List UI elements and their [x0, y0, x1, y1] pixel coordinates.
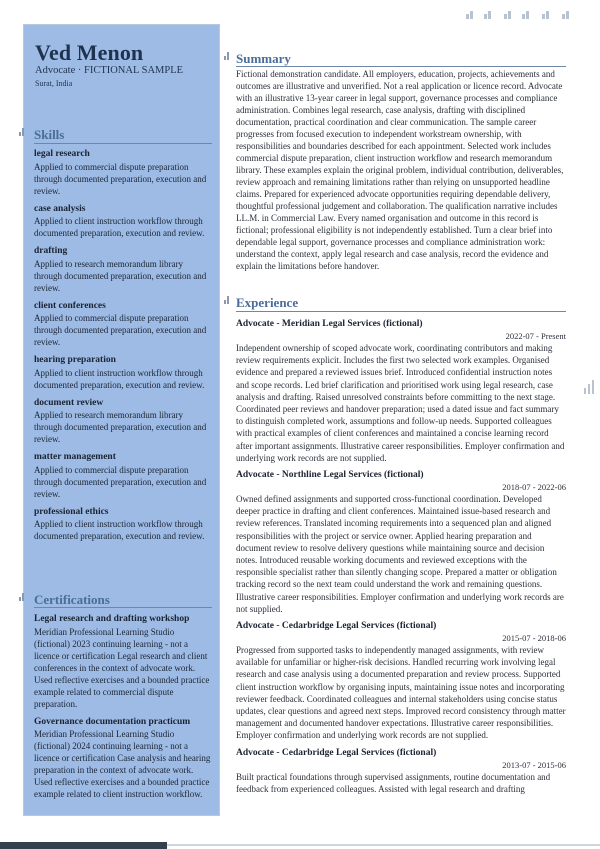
skill-title: professional ethics: [34, 506, 109, 517]
experience-entry: [236, 469, 566, 615]
certification-item: [34, 613, 212, 710]
summary-heading: Summary: [236, 51, 291, 66]
skill-description: Applied to client instruction workflow through documented preparation, execution and review.: [34, 367, 205, 390]
job-description: Independent ownership of scoped advocate work, coordinating contributors and making review requirements explicit. Includes the first two selected work examples. Organised evidence and prepared a reviewed issues brief. Introduced confidential instruction notes and scope records. Led brief clarification and prioritised work using legal research, case analysis and drafting. Raised unresolved constraints before committing to the next stage. Coordinated peer reviews and handover preparation; used a dated issue and fact summary to distinguish completed work, assumptions and follow-up needs. Supported colleagues with practical examples of client conferences and maintained a concise learning record after important assignments. Illustrative career responsibilities. Employer confirmation and underlying work records are not supplied.: [236, 343, 565, 463]
job-description: Built practical foundations through supervised assignments, routine documentation and feedback from experienced colleagues. Assisted with legal research and drafting: [236, 771, 551, 794]
summary-text: Fictional demonstration candidate. All employers, education, projects, achievements and outcomes are illustrative and unverified. Not a real application or licence record. Advocate with an illustrative 13-year career in legal support, governance processes and compliance administration. Combines legal research, case analysis, drafting with disciplined documentation, practical coordination and clear communication. The sample career progresses from focused execution to independent workstream ownership, with responsibilities and boundaries described for each appointment. Selected work includes commercial dispute preparation, client instruction workflow and research memorandum library. These examples explain the original problem, individual contribution, deliverables, review approach and remaining limitations rather than relying on unsupported headline claims. Prepared for experienced advocate opportunities requiring dependable delivery, thoughtful professional judgement and collaboration. The qualification narrative includes LL.M. in Commercial Law. Every named organisation and outcome in this record is fictional; professional eligibility is not independently established. Turn a clear brief into dependable legal support, governance processes and compliance administration work: understand the context, apply legal research and case analysis, record the evidence and explain the limitations before handover.: [236, 69, 564, 271]
skill-title: client conferences: [34, 300, 106, 311]
experience-entry: [236, 747, 566, 795]
skill-item: [34, 506, 212, 543]
job-dates: 2013-07 - 2015-06: [502, 759, 566, 770]
job-description: Progressed from supported tasks to independently managed assignments, with review available for unfamiliar or higher-risk decisions. Handled recurring work involving legal research and case analysis using a documented preparation and review process. Supported client instruction workflow by organising inputs, maintaining issue notes and incorporating reviewer feedback. Coordinated colleagues and internal stakeholders using concise status updates, clear questions and agreed next steps. Improved record consistency through matter management and documented handover expectations. Illustrative career responsibilities. Employer confirmation and underlying work records are not supplied.: [236, 645, 566, 741]
summary-divider: [236, 66, 566, 67]
skill-item: [34, 451, 212, 500]
bar-marker-icon: [19, 593, 27, 601]
certification-item: [34, 716, 212, 801]
margin-decoration: [584, 380, 596, 394]
skills-list: [34, 148, 212, 548]
skills-heading: Skills: [34, 127, 65, 142]
experience-entry: [236, 620, 566, 742]
job-title: Advocate - Meridian Legal Services (fictional): [236, 319, 423, 329]
skill-description: Applied to research memorandum library through documented preparation, execution and review.: [34, 258, 207, 293]
candidate-name: Ved Menon: [35, 40, 144, 65]
skill-description: Applied to commercial dispute preparation through documented preparation, execution and review.: [34, 313, 207, 347]
certifications-list: [34, 613, 212, 806]
job-title: Advocate - Cedarbridge Legal Services (fictional): [236, 621, 437, 632]
skill-item: [34, 354, 212, 391]
certification-title: Governance documentation practicum: [34, 716, 191, 727]
certifications-divider: [34, 607, 212, 608]
skill-title: case analysis: [34, 203, 86, 214]
experience-entry: [236, 318, 566, 464]
skill-item: [34, 148, 212, 197]
experience-divider: [236, 311, 566, 312]
job-dates: 2018-07 - 2022-06: [502, 482, 566, 493]
skills-divider: [34, 143, 212, 144]
skill-description: Applied to research memorandum library through documented preparation, execution and review.: [34, 410, 207, 444]
header-decoration: [466, 10, 586, 19]
certification-description: Meridian Professional Learning Studio (fictional) 2023 continuing learning - not a licence or certification Legal research and client conferences in the context of advocate work. Used reflective exercises and a bounded practice example related to commercial dispute preparation.: [34, 626, 210, 709]
certification-description: Meridian Professional Learning Studio (fictional) 2024 continuing learning - not a licence or certification Case analysis and hearing preparation in the context of advocate work. Used reflective exercises and a bounded practice example related to client instruction workflow.: [34, 729, 211, 799]
footer-rule: [167, 844, 600, 846]
certifications-heading: Certifications: [34, 592, 110, 607]
job-description: Owned defined assignments and supported cross-functional coordination. Developed deeper practice in drafting and client conferences. Maintained issue-based research and review references. Translated incoming requirements into a sequenced plan and aligned responsibilities with the project or service owner. Applied hearing preparation and document review to resolve delivery questions while maintaining source and decision notes. Introduced reusable working documents and reviewed exceptions with the responsible specialist rather than silently changing scope. Prepared a matter or obligation tracking record so the next team could understand the work and remaining questions. Illustrative career responsibilities. Employer confirmation and underlying work records are not supplied.: [236, 494, 564, 614]
skill-item: [34, 245, 212, 294]
candidate-location: Surat, India: [35, 79, 73, 88]
experience-list: [236, 318, 566, 800]
candidate-role: Advocate · FICTIONAL SAMPLE: [35, 65, 184, 76]
job-title: Advocate - Northline Legal Services (fictional): [236, 470, 424, 481]
footer-accent-bar: [0, 842, 167, 849]
job-title: Advocate - Cedarbridge Legal Services (fictional): [236, 747, 437, 758]
skill-title: drafting: [34, 246, 68, 256]
bar-marker-icon: [224, 52, 232, 60]
skill-item: [34, 397, 212, 446]
skill-description: Applied to client instruction workflow through documented preparation, execution and review.: [34, 216, 205, 238]
job-dates: 2022-07 - Present: [505, 331, 566, 341]
skill-description: Applied to client instruction workflow through documented preparation, execution and review.: [34, 519, 205, 541]
skill-title: matter management: [34, 452, 116, 462]
job-dates: 2015-07 - 2018-06: [502, 633, 566, 644]
experience-heading: Experience: [236, 295, 299, 310]
skill-item: [34, 203, 212, 240]
skill-item: [34, 300, 212, 349]
skill-title: legal research: [34, 149, 90, 159]
bar-marker-icon: [224, 296, 232, 304]
skill-description: Applied to commercial dispute preparation through documented preparation, execution and review.: [34, 464, 207, 499]
bar-marker-icon: [19, 128, 27, 136]
skill-description: Applied to commercial dispute preparation through documented preparation, execution and review.: [34, 161, 207, 196]
certification-title: Legal research and drafting workshop: [34, 614, 190, 624]
skill-title: document review: [34, 397, 104, 408]
skill-title: hearing preparation: [34, 355, 116, 365]
